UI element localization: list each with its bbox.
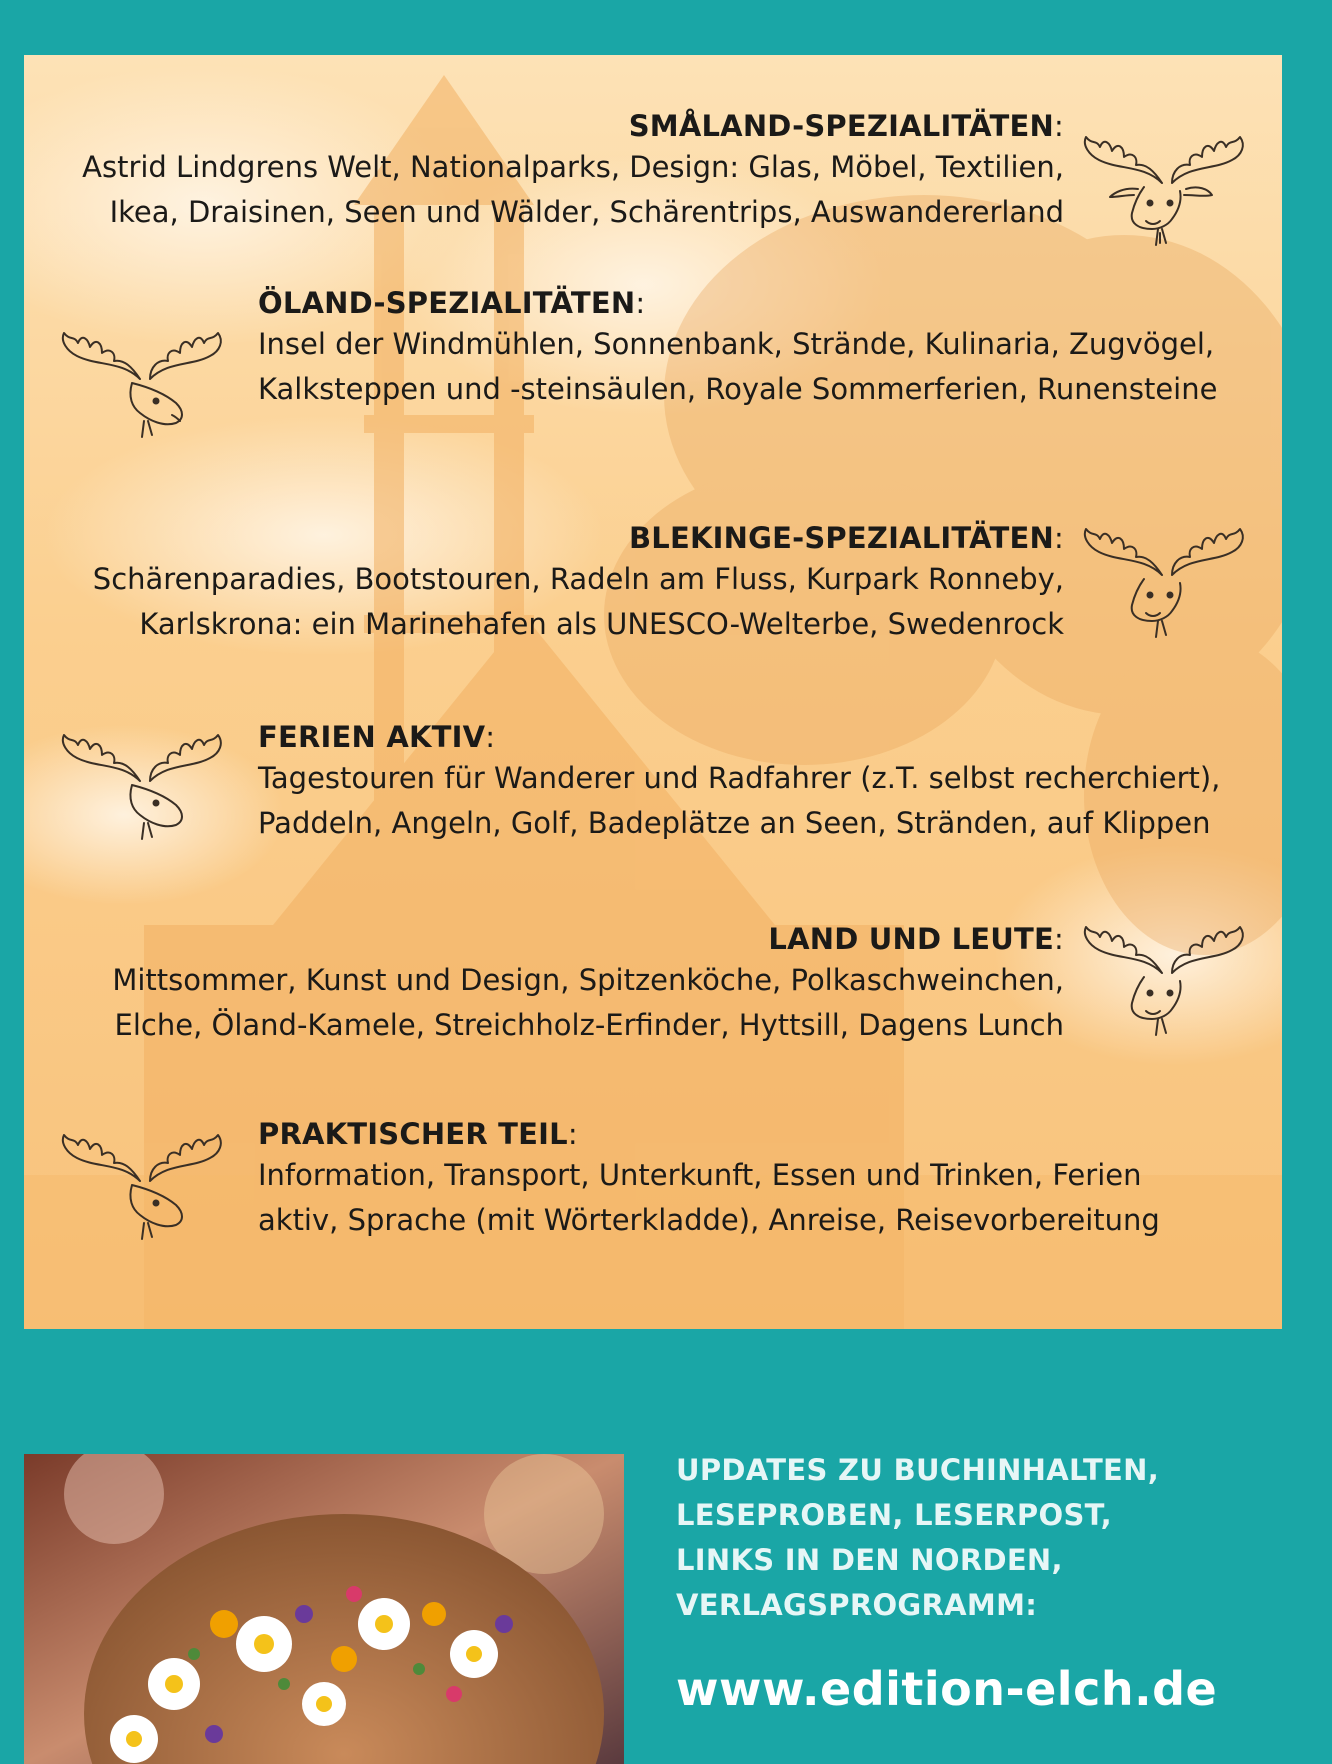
moose-head-icon — [1074, 915, 1250, 1037]
moose-head-icon — [1074, 517, 1250, 639]
section-smaland — [82, 107, 1064, 235]
section-heading: FERIEN AKTIV: — [258, 720, 496, 754]
moose-head-icon — [52, 321, 228, 443]
section-text-line: Astrid Lindgrens Welt, Nationalparks, Design: Glas, Möbel, Textilien, — [82, 150, 1064, 184]
promo-line: LINKS IN DEN NORDEN, — [676, 1543, 1063, 1577]
section-heading: PRAKTISCHER TEIL: — [258, 1117, 578, 1151]
content-panel — [24, 55, 1282, 1329]
flower-crown-photo — [24, 1454, 624, 1764]
website-link[interactable]: www.edition-elch.de — [676, 1662, 1218, 1716]
moose-head-icon — [1074, 125, 1250, 247]
section-heading: LAND UND LEUTE: — [768, 922, 1064, 956]
section-text-line: Information, Transport, Unterkunft, Essen und Trinken, Ferien — [258, 1158, 1142, 1192]
section-oland — [258, 284, 1217, 412]
section-text-line: Karlskrona: ein Marinehafen als UNESCO-Welterbe, Swedenrock — [139, 607, 1064, 641]
promo-line: LESEPROBEN, LESERPOST, — [676, 1498, 1112, 1532]
section-text-line: Schärenparadies, Bootstouren, Radeln am Fluss, Kurpark Ronneby, — [92, 562, 1064, 596]
section-text-line: Elche, Öland-Kamele, Streichholz-Erfinder, Hyttsill, Dagens Lunch — [114, 1008, 1064, 1042]
promo-line: VERLAGSPROGRAMM: — [676, 1588, 1038, 1622]
section-text-line: Paddeln, Angeln, Golf, Badeplätze an Seen, Stränden, auf Klippen — [258, 806, 1211, 840]
section-text-line: Kalksteppen und -steinsäulen, Royale Sommerferien, Runensteine — [258, 372, 1218, 406]
moose-head-icon — [52, 723, 228, 845]
section-heading: BLEKINGE-SPEZIALITÄTEN: — [628, 521, 1064, 555]
moose-head-icon — [52, 1123, 228, 1245]
promo-line: UPDATES ZU BUCHINHALTEN, — [676, 1453, 1160, 1487]
section-text-line: Insel der Windmühlen, Sonnenbank, Strände, Kulinaria, Zugvögel, — [258, 327, 1215, 361]
section-ferien-aktiv — [258, 718, 1220, 846]
section-text-line: Ikea, Draisinen, Seen und Wälder, Schärentrips, Auswandererland — [109, 195, 1064, 229]
promo-block — [676, 1448, 1296, 1628]
section-land-und-leute — [112, 920, 1064, 1048]
section-text-line: aktiv, Sprache (mit Wörterkladde), Anreise, Reisevorbereitung — [258, 1203, 1160, 1237]
section-text-line: Mittsommer, Kunst und Design, Spitzenköche, Polkaschweinchen, — [112, 963, 1064, 997]
section-blekinge — [93, 519, 1064, 647]
section-heading: ÖLAND-SPEZIALITÄTEN: — [258, 286, 646, 320]
section-text-line: Tagestouren für Wanderer und Radfahrer (z.T. selbst recherchiert), — [258, 761, 1221, 795]
section-praktischer-teil — [258, 1115, 1160, 1243]
section-heading: SMÅLAND-SPEZIALITÄTEN: — [628, 109, 1064, 143]
